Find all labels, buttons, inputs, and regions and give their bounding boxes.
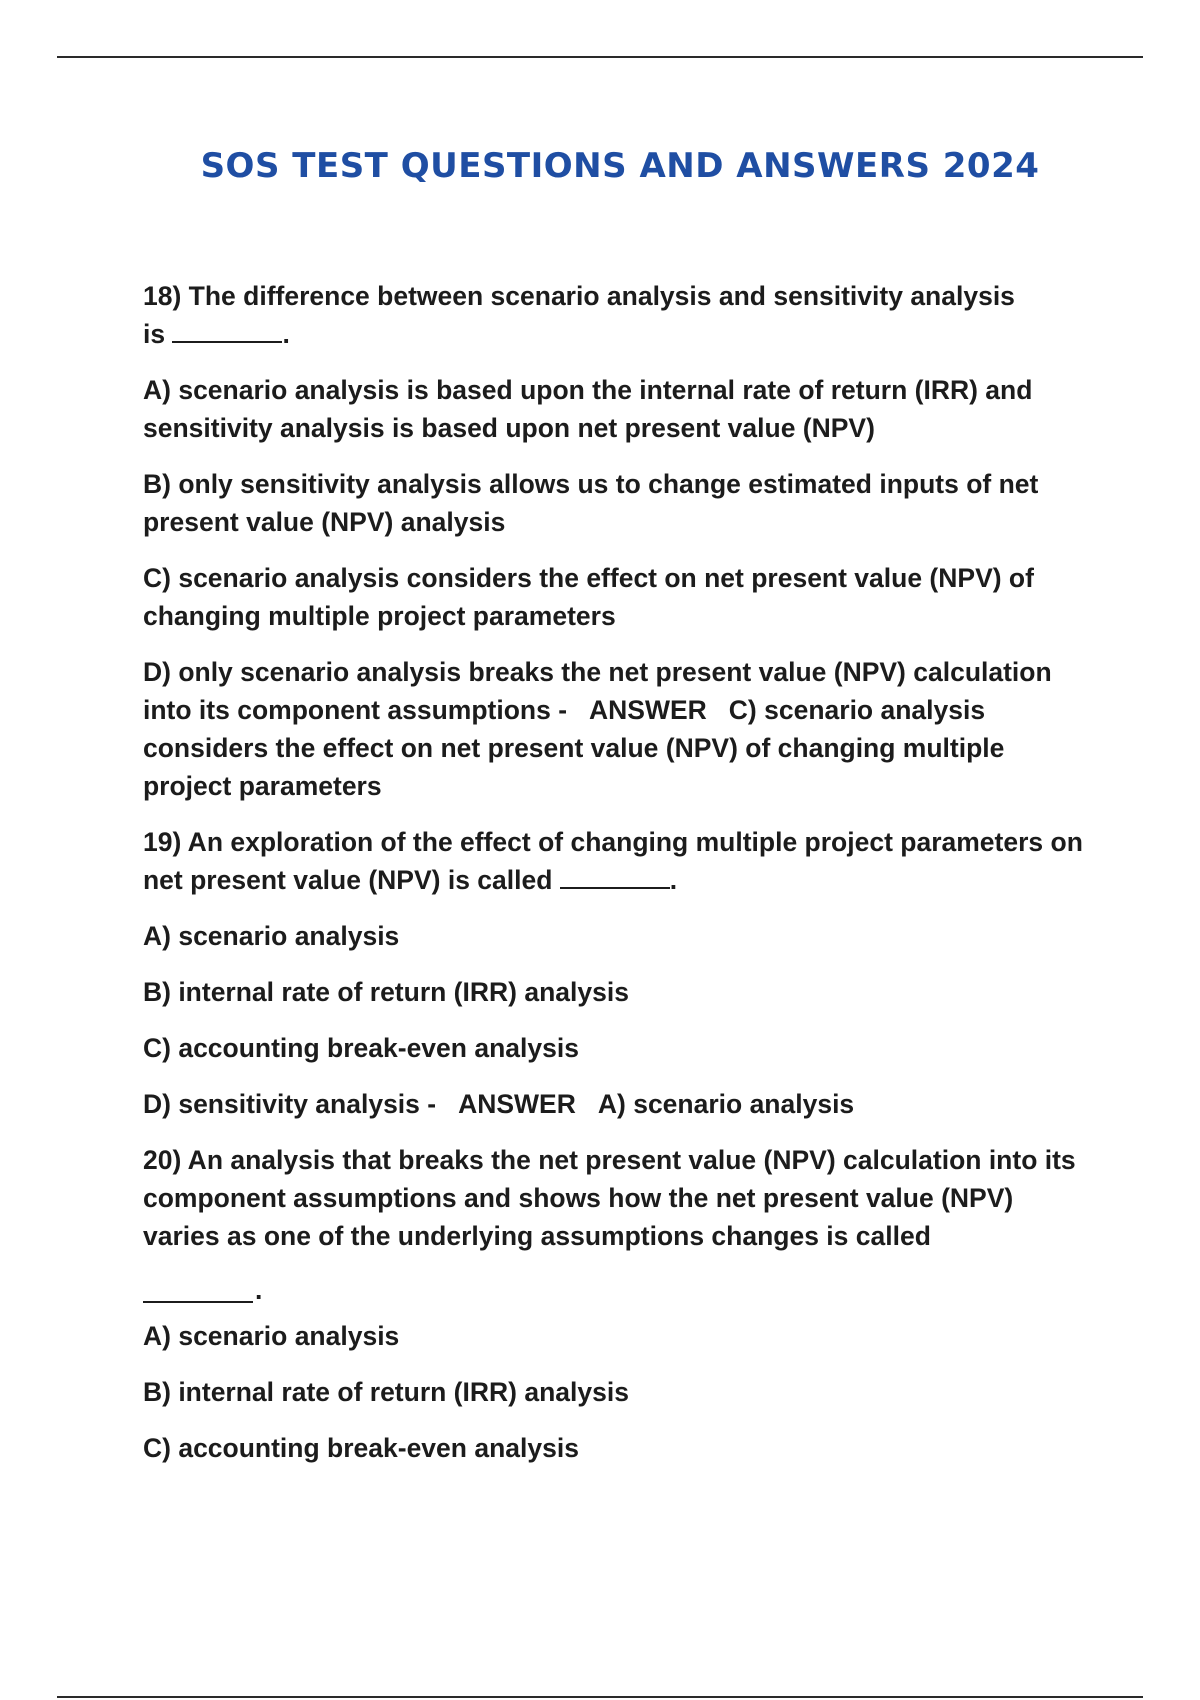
- question-18-option-d-text: D) only scenario analysis breaks the net present value (NPV) calculation into its component assumptions -: [143, 657, 1052, 725]
- question-19-option-c: C) accounting break-even analysis: [143, 1033, 579, 1063]
- question-19-option-b: B) internal rate of return (IRR) analysis: [143, 977, 629, 1007]
- question-18-option-a: A) scenario analysis is based upon the internal rate of return (IRR) and sensitivity analysis is based upon net present value (NPV): [143, 375, 1033, 443]
- question-19-stem-text: 19) An exploration of the effect of changing multiple project parameters on net present value (NPV) is called: [143, 827, 1083, 895]
- question-19-option-d-text: D) sensitivity analysis -: [143, 1089, 437, 1119]
- question-20-blank-line: .: [143, 1271, 1093, 1317]
- question-18-option-c: C) scenario analysis considers the effect on net present value (NPV) of changing multiple project parameters: [143, 563, 1034, 631]
- question-19-answer-label: ANSWER: [458, 1089, 576, 1119]
- question-20-stem: 20) An analysis that breaks the net present value (NPV) calculation into its component assumptions and shows how the net present value (NPV) varies as one of the underlying assumptions changes is called: [143, 1145, 1076, 1251]
- top-rule: [57, 56, 1143, 58]
- answer-blank: [143, 1279, 253, 1303]
- question-list: [143, 277, 1093, 1485]
- bottom-rule: [57, 1696, 1143, 1698]
- question-18-stem-text: 18) The difference between scenario analysis and sensitivity analysis: [143, 281, 1015, 311]
- question-19-answer-text: A) scenario analysis: [597, 1089, 855, 1119]
- question-20-option-a: A) scenario analysis: [143, 1321, 400, 1351]
- question-18-answer-text: C) scenario analysis considers the effect on net present value (NPV) of changing multiple project parameters: [143, 695, 1005, 801]
- question-18-stem: 18) The difference between scenario analysis and sensitivity analysis is .: [143, 281, 1015, 349]
- question-19-option-a: A) scenario analysis: [143, 921, 400, 951]
- question-18-option-d: [143, 653, 1093, 805]
- page-title: SOS TEST QUESTIONS AND ANSWERS 2024: [200, 146, 1040, 186]
- question-18-answer-label: ANSWER: [589, 695, 707, 725]
- question-19-stem: 19) An exploration of the effect of changing multiple project parameters on net present value (NPV) is called .: [143, 827, 1083, 895]
- question-18-stem-tail: is: [143, 319, 166, 349]
- question-19-option-d: [143, 1085, 1093, 1123]
- answer-blank: [172, 319, 282, 343]
- question-20-option-b: B) internal rate of return (IRR) analysis: [143, 1377, 629, 1407]
- answer-blank: [560, 865, 670, 889]
- question-20-option-c: C) accounting break-even analysis: [143, 1433, 579, 1463]
- question-18-option-b: B) only sensitivity analysis allows us to change estimated inputs of net present value (NPV) analysis: [143, 469, 1039, 537]
